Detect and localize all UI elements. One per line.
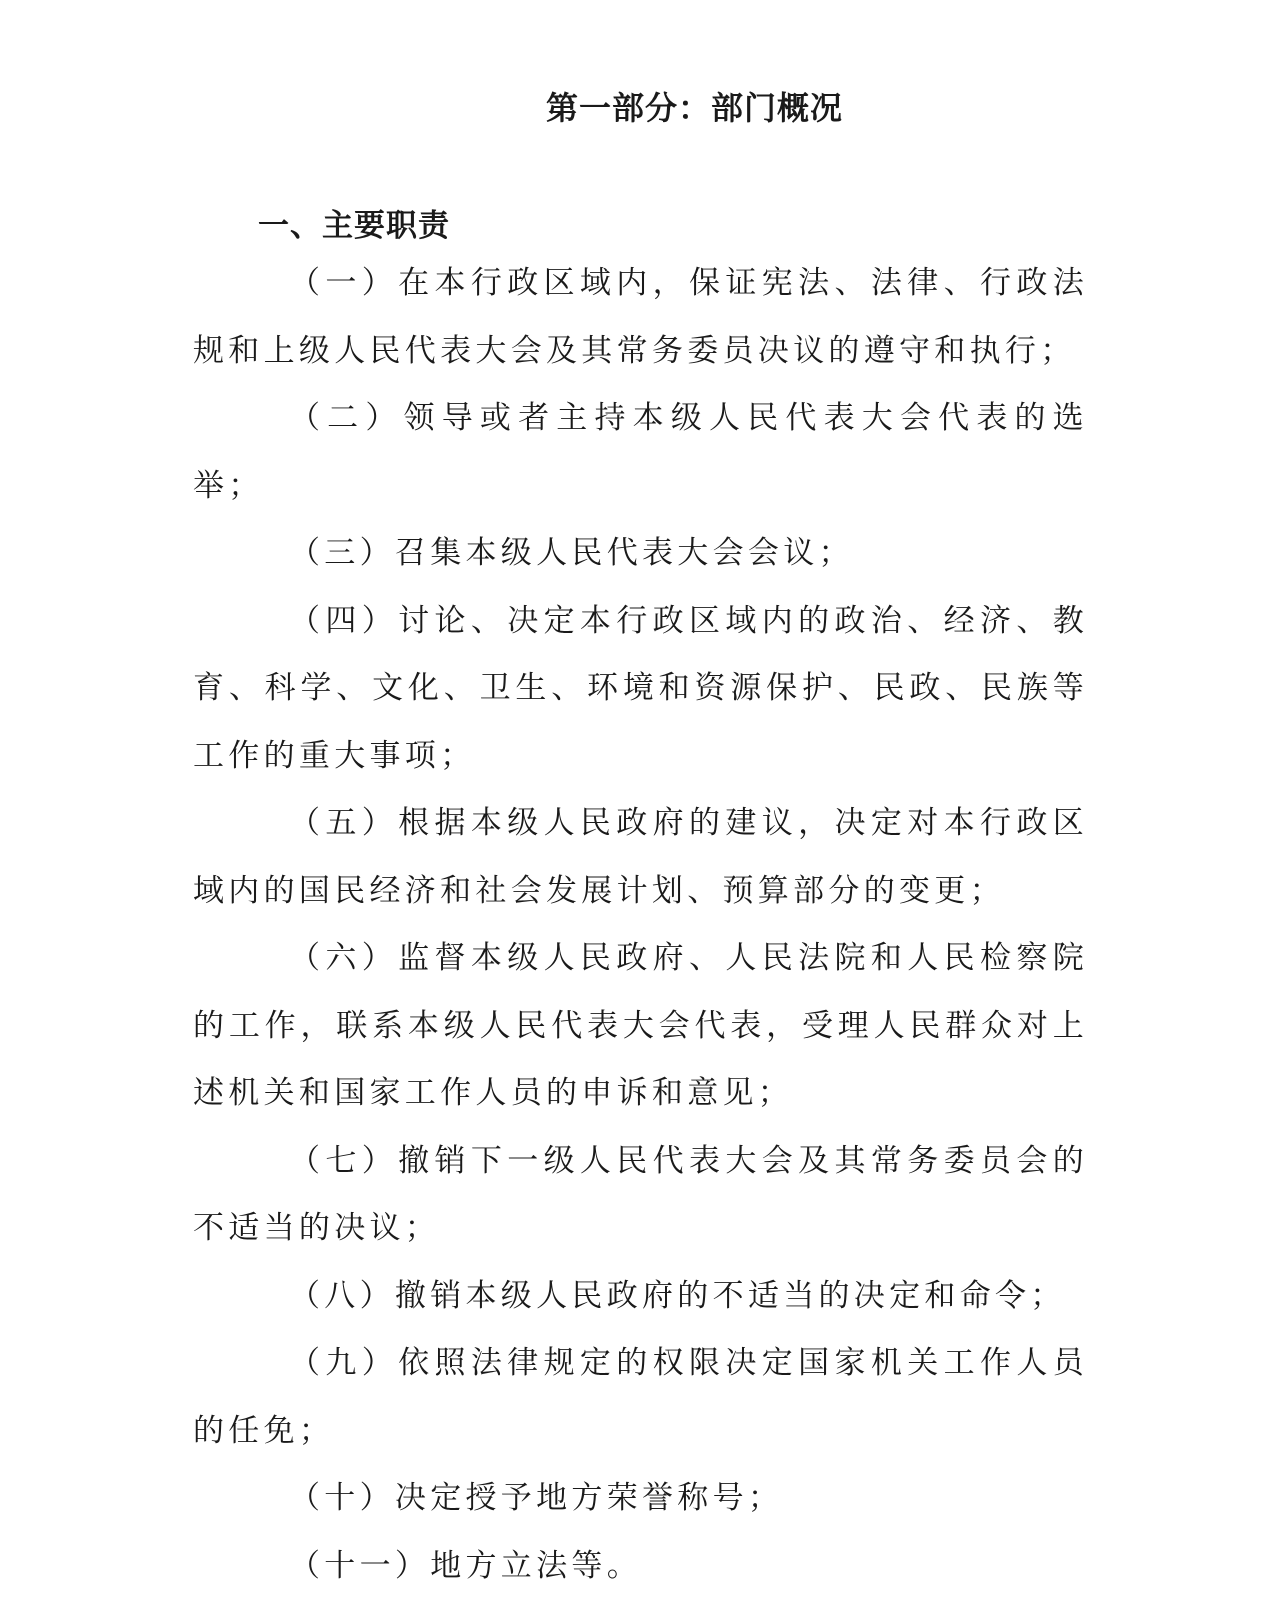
duty-item-10: （十）决定授予地方荣誉称号； [193,1465,1088,1533]
duty-item-7: （七）撤销下一级人民代表大会及其常务委员会的不适当的决议； [193,1128,1088,1263]
duty-item-4: （四）讨论、决定本行政区域内的政治、经济、教育、科学、文化、卫生、环境和资源保护、民政、民族等工作的重大事项； [193,588,1088,791]
section-heading: 一、主要职责 [258,200,450,252]
duty-item-5: （五）根据本级人民政府的建议，决定对本行政区域内的国民经济和社会发展计划、预算部分的变更； [193,790,1088,925]
duty-item-2: （二）领导或者主持本级人民代表大会代表的选举； [193,385,1088,520]
duty-item-9: （九）依照法律规定的权限决定国家机关工作人员的任免； [193,1330,1088,1465]
duties-list [193,250,1088,1600]
duty-item-11: （十一）地方立法等。 [193,1533,1088,1600]
duty-item-3: （三）召集本级人民代表大会会议； [193,520,1088,588]
duty-item-1: （一）在本行政区域内，保证宪法、法律、行政法规和上级人民代表大会及其常务委员决议的遵守和执行； [193,250,1088,385]
duty-item-8: （八）撤销本级人民政府的不适当的决定和命令； [193,1263,1088,1331]
page-title: 第一部分：部门概况 [0,82,1279,134]
duty-item-6: （六）监督本级人民政府、人民法院和人民检察院的工作，联系本级人民代表大会代表，受理人民群众对上述机关和国家工作人员的申诉和意见； [193,925,1088,1128]
